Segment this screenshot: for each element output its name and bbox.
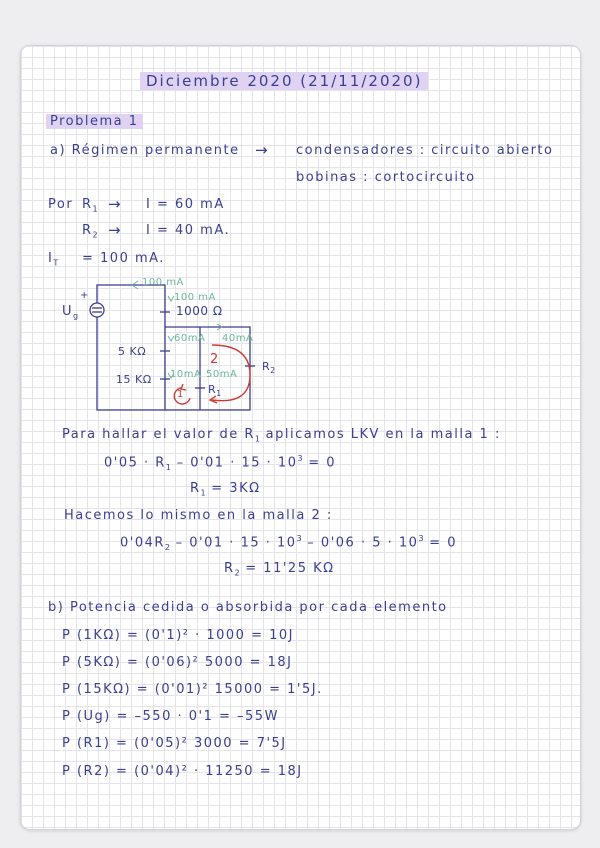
total-current-label: $I_T$ xyxy=(48,251,59,268)
total-current-value: = 100 mA. xyxy=(82,251,165,266)
page-title: Diciembre 2020 (21/11/2020) xyxy=(140,72,428,90)
r2-label: $R_2$ xyxy=(82,223,98,240)
source-plus: + xyxy=(80,290,89,301)
current-60ma-annotation: 60mA xyxy=(174,333,206,344)
power-row-r2: P (R2) = (0'04)² · 11250 = 18J xyxy=(62,764,303,779)
mesh-2-label: 2 xyxy=(210,352,220,367)
implies-arrow-icon: → xyxy=(255,141,270,159)
r1-equation: $0'05 \cdot R_1 - 0'01 \cdot 15 \cdot 10^3 = 0$ xyxy=(104,454,336,472)
current-10ma-annotation: 10mA xyxy=(170,369,202,380)
resistor-15k-label: 15 KΩ xyxy=(116,373,152,386)
bobinas-note: bobinas : cortocircuito xyxy=(296,170,476,185)
r1-result: $R_1 = 3K\Omega$ xyxy=(190,481,261,498)
r1-calc-intro: Para hallar el valor de $R_1$ aplicamos LKV en la malla 1 : xyxy=(62,427,501,444)
r1-circuit-label: $R_1$ xyxy=(208,383,222,399)
problem-label: Problema 1 xyxy=(46,114,143,129)
resistor-1000-label: 1000 Ω xyxy=(176,304,223,318)
power-row-5k: P (5KΩ) = (0'06)² 5000 = 18J xyxy=(62,655,293,670)
r2-arrow-icon: → xyxy=(108,221,123,239)
r1-current: I = 60 mA xyxy=(146,197,225,212)
r1-label: $R_1$ xyxy=(82,197,98,214)
power-row-1k: P (1KΩ) = (0'1)² · 1000 = 10J xyxy=(62,628,294,643)
total-current-annotation: 100 mA xyxy=(142,277,184,288)
por-label: Por xyxy=(48,197,74,212)
power-row-r1: P (R1) = (0'05)² 3000 = 7'5J xyxy=(62,736,287,751)
r2-circuit-label: $R_2$ xyxy=(262,360,276,376)
r2-equation: $0'04R_2 - 0'01 \cdot 15 \cdot 10^3 - 0'06 \cdot 5 \cdot 10^3 = 0$ xyxy=(120,534,457,552)
part-a-label: a) Régimen permanente xyxy=(50,143,240,158)
resistor-5k-label: 5 KΩ xyxy=(118,345,147,358)
mesh-1-label: 1 xyxy=(177,389,184,400)
power-row-15k: P (15KΩ) = (0'01)² 15000 = 1'5J. xyxy=(62,682,323,697)
part-b-label: b) Potencia cedida o absorbida por cada elemento xyxy=(48,600,448,615)
current-40ma-annotation: 40mA xyxy=(222,333,254,344)
current-50ma-annotation: 50mA xyxy=(206,369,238,380)
r1-arrow-icon: → xyxy=(108,195,123,213)
branch-current-annotation: 100 mA xyxy=(174,292,216,303)
condensadores-note: condensadores : circuito abierto xyxy=(296,143,554,158)
r2-result: $R_2 = 11'25$ KΩ xyxy=(224,561,335,578)
r2-current: I = 40 mA. xyxy=(146,223,231,238)
source-label: $U_g$ xyxy=(62,304,79,321)
power-row-ug: P (Ug) = –550 · 0'1 = –55W xyxy=(62,709,279,724)
r2-calc-intro: Hacemos lo mismo en la malla 2 : xyxy=(64,508,333,523)
